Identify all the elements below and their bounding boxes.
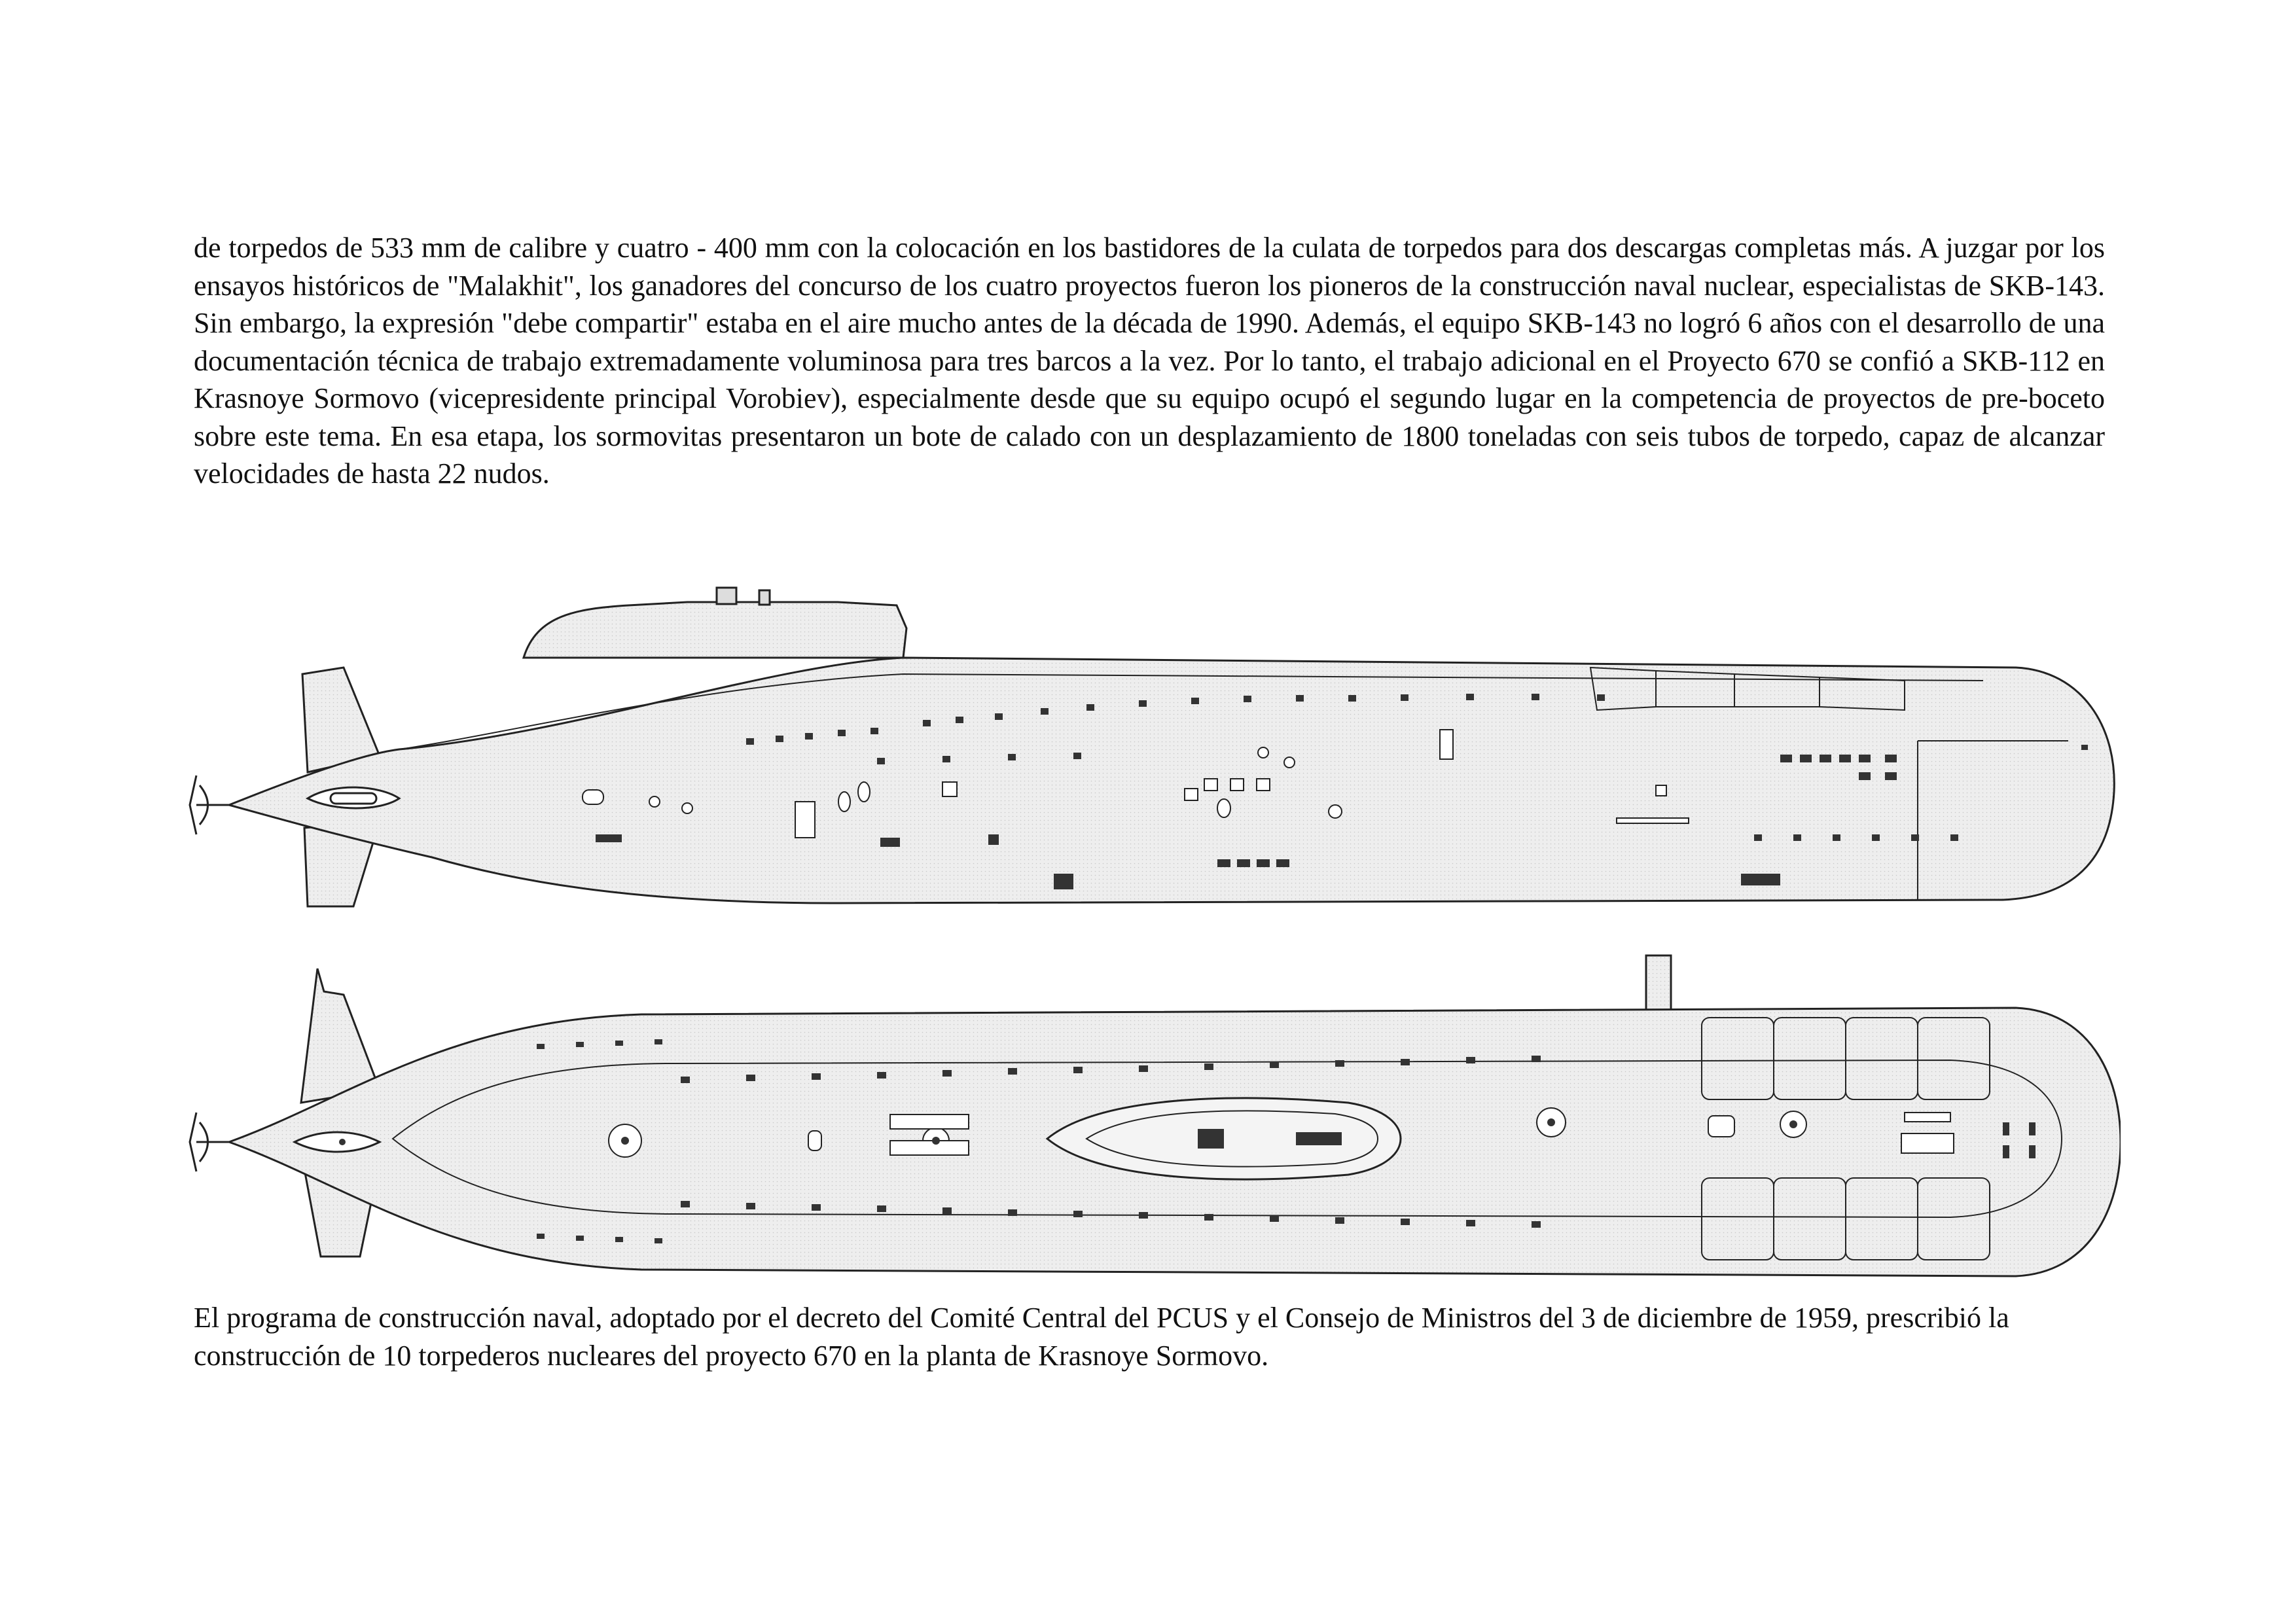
sail-mast-2 <box>759 590 770 605</box>
side-sail <box>524 602 906 658</box>
side-hull <box>229 658 2114 903</box>
propeller-top-icon <box>190 1113 229 1171</box>
sail-mast <box>717 588 736 604</box>
submarine-drawing <box>183 576 2121 1283</box>
submarine-drawing-svg <box>183 576 2121 1283</box>
propeller-icon <box>190 776 229 834</box>
bow-plane-upper <box>1646 955 1671 1018</box>
side-view <box>190 588 2114 906</box>
body-paragraph-1: de torpedos de 533 mm de calibre y cuatro - 400 mm con la colocación en los bastidores de la culata de torpedos para dos descargas completas más. A juzgar por los ensayos históricos de "Malakhit", los ganadores del concurso de los cuatro proyectos fueron los pioneros de la construcción naval nuclear, especialistas de SKB-143. Sin embargo, la expresión "debe compartir" estaba en el aire mucho antes de la década de 1990. Además, el equipo SKB-143 no logró 6 años con el desarrollo de una documentación técnica de trabajo extremadamente voluminosa para tres barcos a la vez. Por lo tanto, el trabajo adicional en el Proyecto 670 se confió a SKB-112 en Krasnoye Sormovo (vicepresidente principal Vorobiev), especialmente desde que su equipo ocupó el segundo lugar en la competencia de proyectos de pre-boceto sobre este tema. En esa etapa, los sormovitas presentaron un bote de calado con un desplazamiento de 1800 toneladas con seis tubos de torpedo, capaz de alcanzar velocidades de hasta 22 nudos. <box>194 232 2105 490</box>
top-view <box>190 955 2121 1276</box>
body-paragraph-2: El programa de construcción naval, adoptado por el decreto del Comité Central del PCUS y el Consejo de Ministros del 3 de diciembre de 1959, prescribió la construcción de 10 torpederos nucleares del proyecto 670 en la planta de Krasnoye Sormovo. <box>194 1302 2009 1372</box>
